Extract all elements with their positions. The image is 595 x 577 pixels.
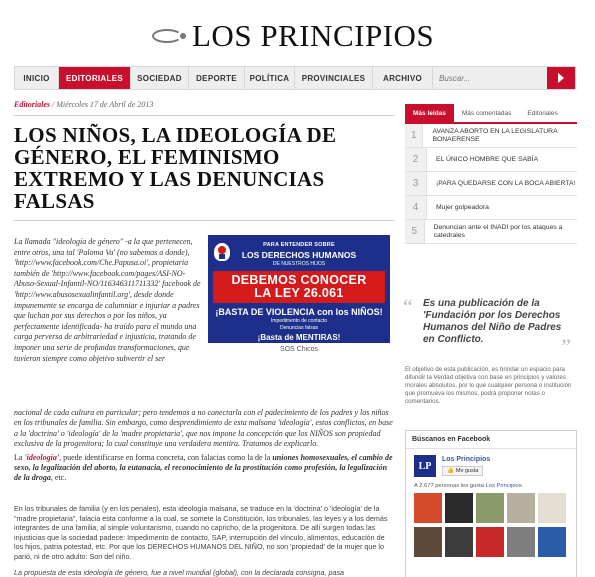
article-body-continued [14, 504, 394, 577]
like-count [414, 483, 523, 489]
avatar[interactable] [414, 493, 442, 523]
fan-avatar-grid [414, 493, 566, 557]
text-span: , etc. [50, 473, 67, 483]
thumbs-up-icon: 👍 [447, 468, 454, 474]
promo-line: LA LEY 26.061 [254, 286, 344, 300]
promo-caption: SOS Chicos [279, 346, 319, 353]
article-paragraph [14, 453, 394, 484]
quote-close-icon: ” [561, 334, 571, 359]
tab-editoriales[interactable]: Editoriales [527, 109, 558, 117]
text-span: La [14, 452, 25, 462]
promo-line: DE NUESTROS HIJOS [272, 261, 326, 267]
list-item-title[interactable]: EL ÚNICO HOMBRE QUE SABÍA [436, 155, 539, 163]
avatar[interactable] [538, 493, 566, 523]
article-paragraph: En los tribunales de familia (y en los penales), esta ideología malsana, se traduce en la 'doctrina' o 'ideología' de la "madre propietaria", falacia esta conforme a la cual, se somete la Constitución, los tribunales, las leyes y a los demás integrantes de una familia, al simple voluntarismo, cuando no capricho, de la progenitora. De allí surgen todas las injusticias que la sociedad padece: Impedimento de contacto, SAP, interrupción del vínculo, alimentos, educación de los hijos, patria potestad, etc. Por que los DERECHOS HUMANOS DEL NIÑO, no son 'propiedad' de la mujer que lo parió, ni de otro adulto: Son del niño. [14, 504, 388, 561]
article-category[interactable]: Editoriales [14, 100, 51, 109]
children-emblem-icon [214, 243, 230, 261]
list-item[interactable] [405, 172, 577, 196]
most-read-list [405, 124, 577, 244]
rank-number: 2 [405, 148, 427, 171]
divider [14, 115, 394, 116]
foundation-quote [403, 294, 577, 359]
like-button[interactable] [442, 466, 483, 476]
avatar[interactable] [414, 527, 442, 557]
avatar[interactable] [538, 527, 566, 557]
nav-item-inicio[interactable]: INICIO [15, 67, 59, 89]
search-input[interactable] [433, 74, 523, 83]
main-nav [14, 66, 576, 90]
article-intro: La llamada "ideología de género" -a la que pertenecen, entre otros, una tal 'Paloma Va' (no sabemos a donde), 'http://www.facebook.com/Che.Papusa.oi', propietaria también de 'http://www.facebook.com/pages/ASI-NO-Abuso-Sexual-Infantil-NO/116346311711332' facebook de 'http://www.abusosexualinfantil.org', desde donde impunemente se encarga de calumniar e injuriar a padres que luchan por sus derechos o por los niños, ya perfectamente identificada- ha traído para el mundo una carga perversa de arbitrariedad e injusticia, tratando de imponer una serie de profundas transformaciones, que tuvieron siempre como objetivo subvertir el ser [14, 237, 201, 363]
avatar[interactable] [445, 527, 473, 557]
list-item-title[interactable]: ¡PARA QUEDARSE CON LA BOCA ABIERTA! [436, 179, 576, 187]
arrow-right-icon [558, 73, 564, 83]
facebook-page [414, 455, 570, 477]
text-span: 'ideología' [24, 452, 60, 462]
nav-item-sociedad[interactable]: SOCIEDAD [131, 67, 189, 89]
rank-number: 5 [405, 220, 425, 243]
promo-line: LOS DERECHOS HUMANOS [241, 250, 357, 260]
nav-item-archivo[interactable]: ARCHIVO [373, 67, 433, 89]
promo-line: ¡Basta de MENTIRAS! [257, 333, 341, 342]
divider [14, 220, 394, 221]
rank-number: 3 [405, 172, 427, 195]
avatar[interactable] [507, 527, 535, 557]
list-item[interactable] [405, 196, 577, 220]
list-item[interactable] [405, 124, 577, 148]
tab-mas-comentadas[interactable]: Más comentadas [461, 109, 512, 117]
promo-line: Impedimento de contacto [270, 318, 328, 324]
sidebar [403, 104, 577, 489]
text-span: uniones homosexuales, el cambio de sexo, la legalización del aborto, la eutanacia, el reconocimiento de la prostitución como profesión, la legalización de la droga [14, 452, 393, 483]
about-text: El objetivo de esta publicación, es brindar un espacio para difundir la Verdad objetiva con base en principios y valores morales absolutos, por lo que cualquier persona o institución que promueva los mismos, podrá proponer notas o comentarios. [405, 366, 572, 405]
list-item[interactable] [405, 148, 577, 172]
avatar[interactable] [507, 493, 535, 523]
promo-banner[interactable] [208, 235, 390, 343]
list-item-title[interactable]: AVANZA ABORTO EN LA LEGISLATURA BONAERENSE [432, 127, 558, 143]
facebook-page-name[interactable]: Los Principios [442, 456, 491, 463]
nav-item-politica[interactable]: POLÍTICA [245, 67, 295, 89]
facebook-widget [405, 430, 577, 577]
quote-open-icon: “ [403, 294, 413, 319]
list-item[interactable] [405, 220, 577, 244]
facebook-widget-heading: Búscanos en Facebook [406, 431, 576, 449]
site-logo[interactable] [150, 18, 434, 54]
list-item-title[interactable]: Denuncian ante el INADI por los ataques a catedrales [433, 223, 563, 239]
like-button-label: Me gusta [455, 468, 479, 474]
promo-line: DEBEMOS CONOCER [231, 273, 367, 287]
avatar[interactable] [476, 493, 504, 523]
list-item-title[interactable]: Mujer golpeadora [436, 203, 489, 211]
nav-item-provinciales[interactable]: PROVINCIALES [295, 67, 373, 89]
tab-mas-leidas[interactable]: Más leídas [405, 104, 454, 122]
article-headline: LOS NIÑOS, LA IDEOLOGÍA DE GÉNERO, EL FEMINISMO EXTREMO Y LAS DENUNCIAS FALSAS [14, 123, 337, 213]
promo-line: PARA ENTENDER SOBRE [263, 242, 335, 248]
sidebar-tabs [405, 104, 577, 124]
rank-number: 1 [405, 124, 423, 147]
promo-line: ¡BASTA DE VIOLENCIA con los NIÑOS! [215, 307, 383, 317]
avatar[interactable] [476, 527, 504, 557]
article-date: / Miércoles 17 de Abril de 2013 [50, 100, 154, 109]
page-logo[interactable]: LP [414, 455, 436, 477]
masthead [0, 0, 595, 62]
text-span: , puede identificarse en forma concreta, con falacias como la de la [59, 452, 273, 462]
article-meta [14, 100, 394, 109]
nav-item-deporte[interactable]: DEPORTE [189, 67, 245, 89]
like-count-text: A 2.677 personas les gusta [414, 483, 486, 489]
avatar[interactable] [445, 493, 473, 523]
article [14, 100, 394, 577]
article-paragraph: nacional de cada cultura en particular; pero tendemos a no conectarla con el padecimiento de los padres y los niños en los tribunales de familia. Sin embargo, como desprendimiento de esta malsana 'ideología', estos conflictos, en base a la 'doctrina' o 'ideología' de la 'madre propietaria', que nos impone la concepción que los NIÑOS son propiedad exclusiva de la progenitora; lo cual constituye una verdadera mentira. Tratamos de explicarlo. [14, 408, 393, 449]
article-body [14, 408, 394, 487]
search-box [433, 67, 575, 89]
site-title: LOS PRINCIPIOS [192, 18, 435, 53]
promo-red-box [213, 271, 385, 303]
rank-number: 4 [405, 196, 427, 219]
like-count-page[interactable]: Los Principios. [485, 483, 524, 489]
logo-mark-icon [150, 25, 188, 47]
promo-line: Denuncias falsas [279, 325, 319, 331]
search-button[interactable] [547, 67, 575, 89]
article-paragraph: La propuesta de esta ideología de género, fue a nivel mundial (global), con la declarada consigna, pasa [14, 567, 345, 577]
quote-text: Es una publicación de la 'Fundación por los Derechos Humanos del Niño de Padres en Conflicto. [423, 298, 562, 345]
nav-item-editoriales[interactable]: EDITORIALES [59, 67, 131, 89]
